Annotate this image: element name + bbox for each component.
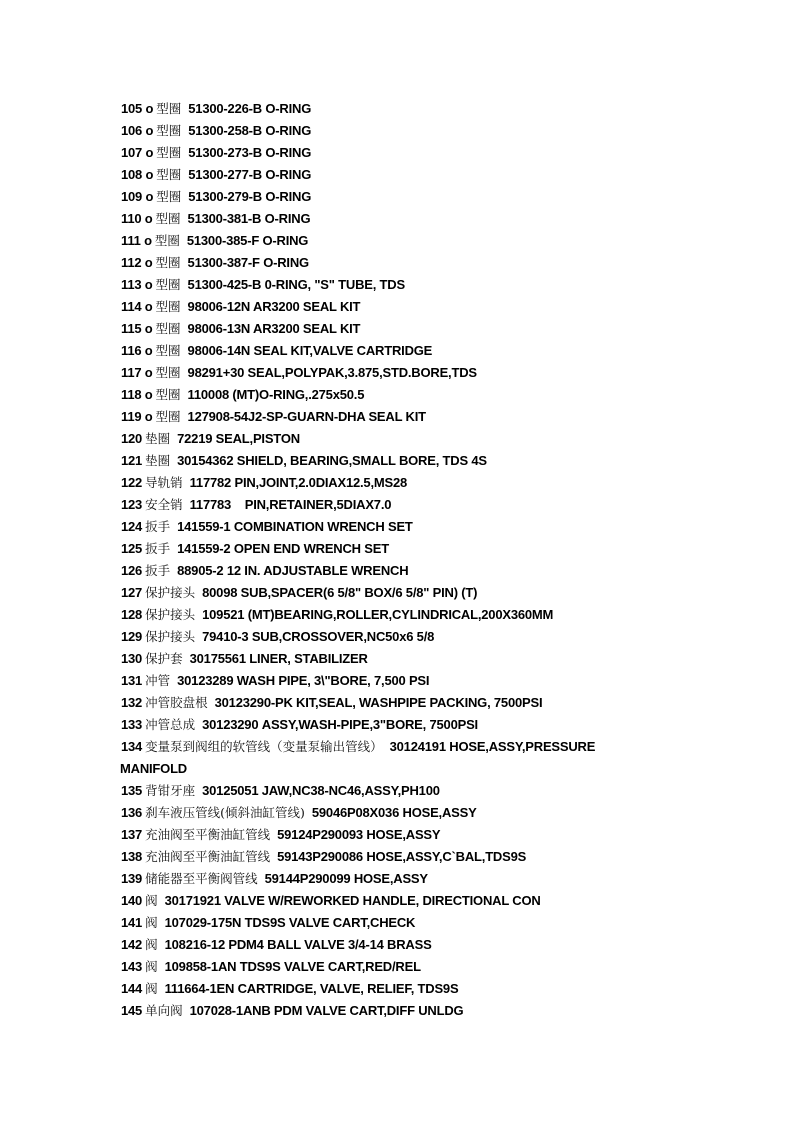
- item-number: 133: [121, 717, 143, 732]
- list-item: [121, 1000, 721, 1022]
- item-number: 139: [121, 871, 143, 886]
- list-item: [121, 142, 721, 164]
- item-description: 59046P08X036 HOSE,ASSY: [311, 805, 477, 820]
- list-item: [121, 274, 721, 296]
- item-number: 107 o: [121, 145, 154, 160]
- item-description: 72219 SEAL,PISTON: [177, 431, 300, 446]
- item-description: 80098 SUB,SPACER(6 5/8" BOX/6 5/8" PIN) (T): [202, 585, 478, 600]
- item-number: 132: [121, 695, 143, 710]
- item-description: 59144P290099 HOSE,ASSY: [264, 871, 428, 886]
- item-chinese-name: 阀: [145, 937, 158, 952]
- list-item: [121, 230, 721, 252]
- list-item: [121, 956, 721, 978]
- item-chinese-name: 型圈: [155, 343, 181, 358]
- item-chinese-name: 型圈: [155, 277, 181, 292]
- item-number: 119 o: [121, 409, 153, 424]
- list-item: [121, 648, 721, 670]
- item-description-continued: MANIFOLD: [120, 761, 187, 776]
- item-number: 124: [121, 519, 143, 534]
- item-chinese-name: 背钳牙座: [145, 783, 196, 798]
- list-item: [121, 296, 721, 318]
- list-item: [121, 692, 721, 714]
- list-item: [121, 362, 721, 384]
- item-number: 134: [121, 739, 143, 754]
- item-description: 51300-279-B O-RING: [188, 189, 312, 204]
- item-description: 98006-13N AR3200 SEAL KIT: [187, 321, 361, 336]
- item-number: 125: [121, 541, 143, 556]
- item-chinese-name: 扳手: [145, 519, 171, 534]
- item-number: 129: [121, 629, 143, 644]
- list-item: [121, 428, 721, 450]
- item-number: 128: [121, 607, 143, 622]
- item-description: 79410-3 SUB,CROSSOVER,NC50x6 5/8: [202, 629, 435, 644]
- item-chinese-name: 储能器至平衡阀管线: [145, 871, 258, 886]
- item-description: 30175561 LINER, STABILIZER: [189, 651, 368, 666]
- item-number: 126: [121, 563, 143, 578]
- item-description: 88905-2 12 IN. ADJUSTABLE WRENCH: [177, 563, 409, 578]
- item-description: 59124P290093 HOSE,ASSY: [277, 827, 441, 842]
- list-item: [121, 318, 721, 340]
- item-description: 109521 (MT)BEARING,ROLLER,CYLINDRICAL,200X360MM: [202, 607, 554, 622]
- list-item: [121, 186, 721, 208]
- item-number: 113 o: [121, 277, 153, 292]
- item-chinese-name: 扳手: [145, 541, 171, 556]
- list-item: [121, 846, 721, 868]
- item-number: 140: [121, 893, 143, 908]
- list-item: [121, 494, 721, 516]
- item-number: 118 o: [121, 387, 153, 402]
- item-description: 51300-258-B O-RING: [188, 123, 312, 138]
- item-description: 107029-175N TDS9S VALVE CART,CHECK: [164, 915, 416, 930]
- list-item: [121, 736, 721, 780]
- list-item: [121, 604, 721, 626]
- list-item: [121, 582, 721, 604]
- item-chinese-name: 型圈: [155, 321, 181, 336]
- item-number: 136: [121, 805, 143, 820]
- item-number: 143: [121, 959, 143, 974]
- item-chinese-name: 充油阀至平衡油缸管线: [145, 849, 271, 864]
- item-description: 110008 (MT)O-RING,.275x50.5: [187, 387, 365, 402]
- item-description: 30124191 HOSE,ASSY,PRESSURE: [389, 739, 596, 754]
- item-chinese-name: 型圈: [156, 123, 182, 138]
- list-item: [121, 890, 721, 912]
- parts-list: [121, 98, 721, 1022]
- item-number: 106 o: [121, 123, 154, 138]
- item-description: 30171921 VALVE W/REWORKED HANDLE, DIRECTIONAL CON: [164, 893, 541, 908]
- item-description: 117783 PIN,RETAINER,5DIAX7.0: [189, 497, 392, 512]
- item-number: 135: [121, 783, 143, 798]
- item-number: 123: [121, 497, 143, 512]
- item-chinese-name: 型圈: [156, 189, 182, 204]
- item-chinese-name: 型圈: [155, 387, 181, 402]
- item-description: 51300-273-B O-RING: [188, 145, 312, 160]
- item-chinese-name: 型圈: [156, 101, 182, 116]
- list-item: [121, 450, 721, 472]
- item-chinese-name: 保护接头: [145, 607, 196, 622]
- item-number: 108 o: [121, 167, 154, 182]
- item-description: 30123290 ASSY,WASH-PIPE,3"BORE, 7500PSI: [202, 717, 478, 732]
- item-number: 111 o: [121, 233, 152, 248]
- list-item: [121, 538, 721, 560]
- list-item: [121, 978, 721, 1000]
- item-description: 98291+30 SEAL,POLYPAK,3.875,STD.BORE,TDS: [187, 365, 477, 380]
- list-item: [121, 934, 721, 956]
- item-description: 98006-12N AR3200 SEAL KIT: [187, 299, 361, 314]
- item-chinese-name: 单向阀: [145, 1003, 183, 1018]
- item-chinese-name: 阀: [145, 959, 158, 974]
- item-number: 127: [121, 585, 143, 600]
- item-number: 131: [121, 673, 143, 688]
- item-chinese-name: 阀: [145, 981, 158, 996]
- list-item: [121, 340, 721, 362]
- item-number: 115 o: [121, 321, 153, 336]
- list-item: [121, 802, 721, 824]
- item-number: 145: [121, 1003, 143, 1018]
- list-item: [121, 98, 721, 120]
- item-chinese-name: 保护套: [145, 651, 183, 666]
- item-description: 109858-1AN TDS9S VALVE CART,RED/REL: [164, 959, 421, 974]
- item-number: 121: [121, 453, 143, 468]
- item-chinese-name: 型圈: [155, 255, 181, 270]
- item-number: 110 o: [121, 211, 153, 226]
- item-description: 127908-54J2-SP-GUARN-DHA SEAL KIT: [187, 409, 426, 424]
- item-number: 116 o: [121, 343, 153, 358]
- item-description: 108216-12 PDM4 BALL VALVE 3/4-14 BRASS: [164, 937, 432, 952]
- list-item: [121, 560, 721, 582]
- list-item: [121, 472, 721, 494]
- list-item: [121, 164, 721, 186]
- item-number: 109 o: [121, 189, 154, 204]
- list-item: [121, 780, 721, 802]
- item-description: 30125051 JAW,NC38-NC46,ASSY,PH100: [202, 783, 440, 798]
- list-item: [121, 208, 721, 230]
- item-chinese-name: 保护接头: [145, 585, 196, 600]
- list-item: [121, 120, 721, 142]
- item-description: 98006-14N SEAL KIT,VALVE CARTRIDGE: [187, 343, 433, 358]
- item-chinese-name: 冲管: [145, 673, 171, 688]
- item-chinese-name: 垫圈: [145, 431, 171, 446]
- item-description: 141559-1 COMBINATION WRENCH SET: [177, 519, 413, 534]
- item-chinese-name: 型圈: [155, 299, 181, 314]
- item-number: 130: [121, 651, 143, 666]
- item-description: 51300-226-B O-RING: [188, 101, 312, 116]
- item-number: 122: [121, 475, 143, 490]
- item-chinese-name: 变量泵到阀组的软管线（变量泵输出管线）: [145, 739, 383, 754]
- list-item: [121, 406, 721, 428]
- list-item: [121, 912, 721, 934]
- list-item: [121, 252, 721, 274]
- list-item: [121, 516, 721, 538]
- list-item: [121, 626, 721, 648]
- item-number: 117 o: [121, 365, 153, 380]
- item-chinese-name: 型圈: [155, 409, 181, 424]
- item-description: 30123289 WASH PIPE, 3\"BORE, 7,500 PSI: [177, 673, 430, 688]
- item-chinese-name: 阀: [145, 893, 158, 908]
- list-item: [121, 714, 721, 736]
- item-number: 114 o: [121, 299, 153, 314]
- item-number: 141: [121, 915, 143, 930]
- item-number: 105 o: [121, 101, 154, 116]
- item-number: 138: [121, 849, 143, 864]
- item-chinese-name: 冲管胶盘根: [145, 695, 208, 710]
- item-number: 120: [121, 431, 143, 446]
- item-chinese-name: 导轨销: [145, 475, 183, 490]
- item-description: 107028-1ANB PDM VALVE CART,DIFF UNLDG: [189, 1003, 464, 1018]
- item-chinese-name: 冲管总成: [145, 717, 196, 732]
- list-item: [121, 670, 721, 692]
- list-item: [121, 384, 721, 406]
- item-description: 51300-385-F O-RING: [186, 233, 309, 248]
- item-description: 59143P290086 HOSE,ASSY,C`BAL,TDS9S: [277, 849, 527, 864]
- item-description: 141559-2 OPEN END WRENCH SET: [177, 541, 389, 556]
- list-item: [121, 824, 721, 846]
- item-chinese-name: 安全销: [145, 497, 183, 512]
- item-chinese-name: 型圈: [154, 233, 180, 248]
- item-description: 30154362 SHIELD, BEARING,SMALL BORE, TDS 4S: [177, 453, 487, 468]
- item-chinese-name: 型圈: [155, 211, 181, 226]
- list-item: [121, 868, 721, 890]
- item-chinese-name: 保护接头: [145, 629, 196, 644]
- item-description: 111664-1EN CARTRIDGE, VALVE, RELIEF, TDS9S: [164, 981, 459, 996]
- item-chinese-name: 刹车液压管线(倾斜油缸管线): [145, 805, 305, 820]
- item-chinese-name: 垫圈: [145, 453, 171, 468]
- item-description: 51300-387-F O-RING: [187, 255, 309, 270]
- item-chinese-name: 型圈: [156, 167, 182, 182]
- item-description: 117782 PIN,JOINT,2.0DIAX12.5,MS28: [189, 475, 408, 490]
- item-description: 51300-381-B O-RING: [187, 211, 311, 226]
- item-chinese-name: 型圈: [155, 365, 181, 380]
- item-chinese-name: 充油阀至平衡油缸管线: [145, 827, 271, 842]
- item-number: 137: [121, 827, 143, 842]
- item-description: 51300-425-B 0-RING, "S" TUBE, TDS: [187, 277, 405, 292]
- item-description: 30123290-PK KIT,SEAL, WASHPIPE PACKING, 7500PSI: [214, 695, 543, 710]
- item-chinese-name: 型圈: [156, 145, 182, 160]
- item-number: 142: [121, 937, 143, 952]
- item-chinese-name: 阀: [145, 915, 158, 930]
- item-number: 112 o: [121, 255, 153, 270]
- item-chinese-name: 扳手: [145, 563, 171, 578]
- item-number: 144: [121, 981, 143, 996]
- item-description: 51300-277-B O-RING: [188, 167, 312, 182]
